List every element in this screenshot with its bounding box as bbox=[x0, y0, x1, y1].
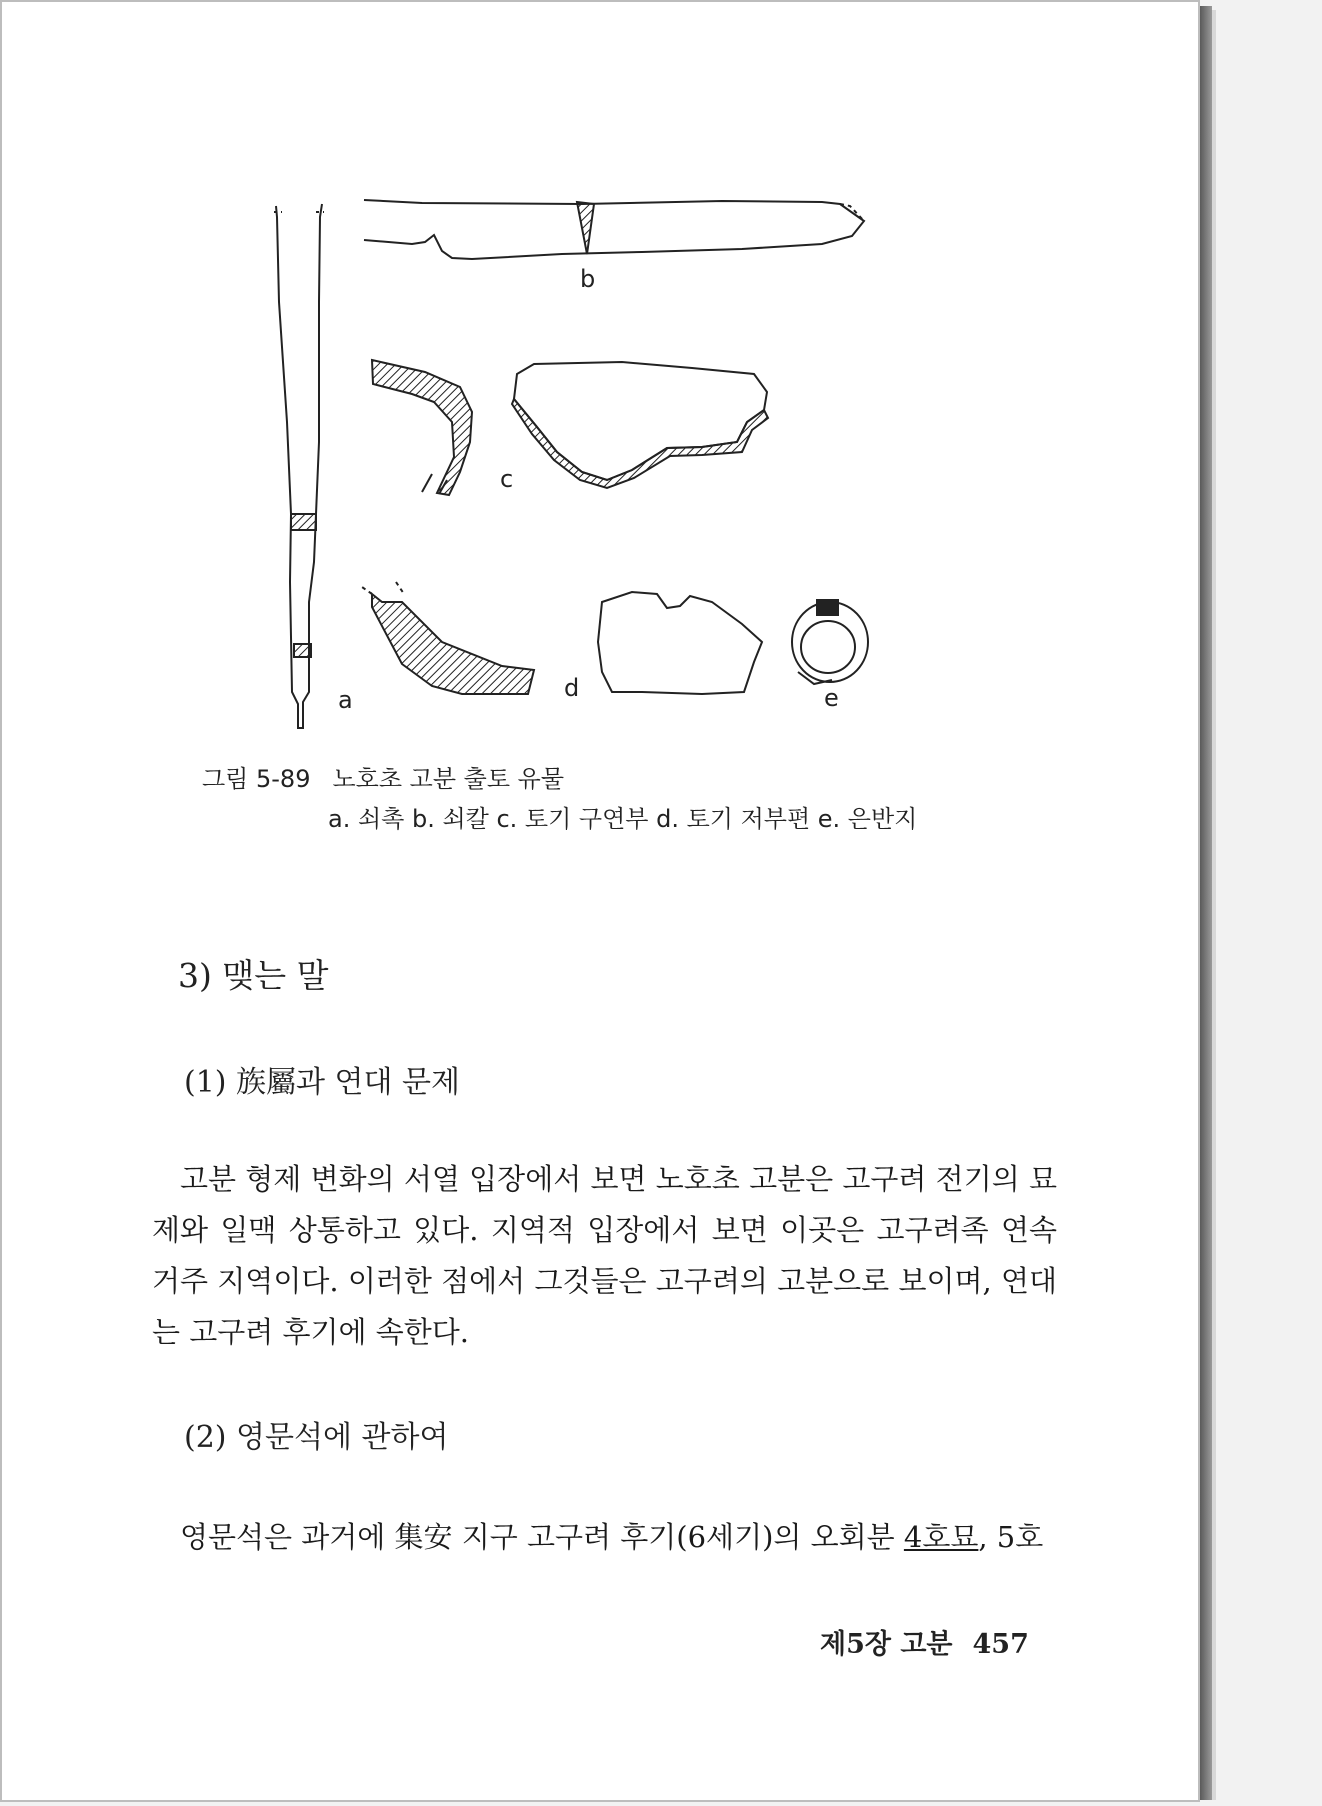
chapter-title: 제5장 고분 bbox=[820, 1629, 953, 1660]
paragraph-2 bbox=[152, 1512, 1057, 1563]
arrowhead-drawing-a bbox=[274, 204, 324, 728]
figure-label-e: e bbox=[824, 684, 839, 712]
caption-number: 그림 5-89 bbox=[202, 765, 311, 793]
page-edge-highlight bbox=[1212, 10, 1216, 1800]
figure-label-d: d bbox=[564, 674, 580, 702]
section-heading: 3) 맺는 말 bbox=[178, 956, 329, 995]
page-footer bbox=[820, 1622, 1029, 1661]
paragraph-2-text-start: 영문석은 과거에 集安 지구 고구려 후기(6세기)의 오회분 bbox=[180, 1520, 904, 1554]
page-edge-shadow bbox=[1200, 6, 1212, 1800]
figure-label-c: c bbox=[500, 465, 514, 493]
caption-items: a. 쇠촉 b. 쇠칼 c. 토기 구연부 d. 토기 저부편 e. 은반지 bbox=[328, 805, 918, 833]
subsection-heading-1: (1) 族屬과 연대 문제 bbox=[184, 1065, 461, 1100]
figure-label-b: b bbox=[580, 265, 596, 293]
pottery-base-drawing-d bbox=[362, 582, 762, 694]
silver-ring-drawing-e bbox=[792, 600, 868, 684]
subsection-heading-2: (2) 영문석에 관하여 bbox=[184, 1420, 449, 1455]
pottery-rim-drawing-c bbox=[372, 360, 768, 495]
figure-caption bbox=[202, 759, 917, 839]
paragraph-2-underlined: 4호묘 bbox=[903, 1520, 979, 1554]
artifact-figure bbox=[2, 2, 1200, 762]
page-number: 457 bbox=[972, 1629, 1029, 1660]
caption-title: 노호초 고분 출토 유물 bbox=[332, 765, 565, 793]
paragraph-1 bbox=[152, 1154, 1057, 1358]
paragraph-2-text-end: , 5호 bbox=[978, 1520, 1044, 1554]
paragraph-1-text: 고분 형제 변화의 서열 입장에서 보면 노호초 고분은 고구려 전기의 묘제와 일맥 상통하고 있다. 지역적 입장에서 보면 이곳은 고구려족 연속 거주 지역이다. 이러한 점에서 그것들은 고구려의 고분으로 보이며, 연대는 고구려 후기에 속한다. bbox=[152, 1162, 1057, 1349]
figure-label-a: a bbox=[338, 686, 353, 714]
knife-drawing-b bbox=[364, 200, 864, 259]
